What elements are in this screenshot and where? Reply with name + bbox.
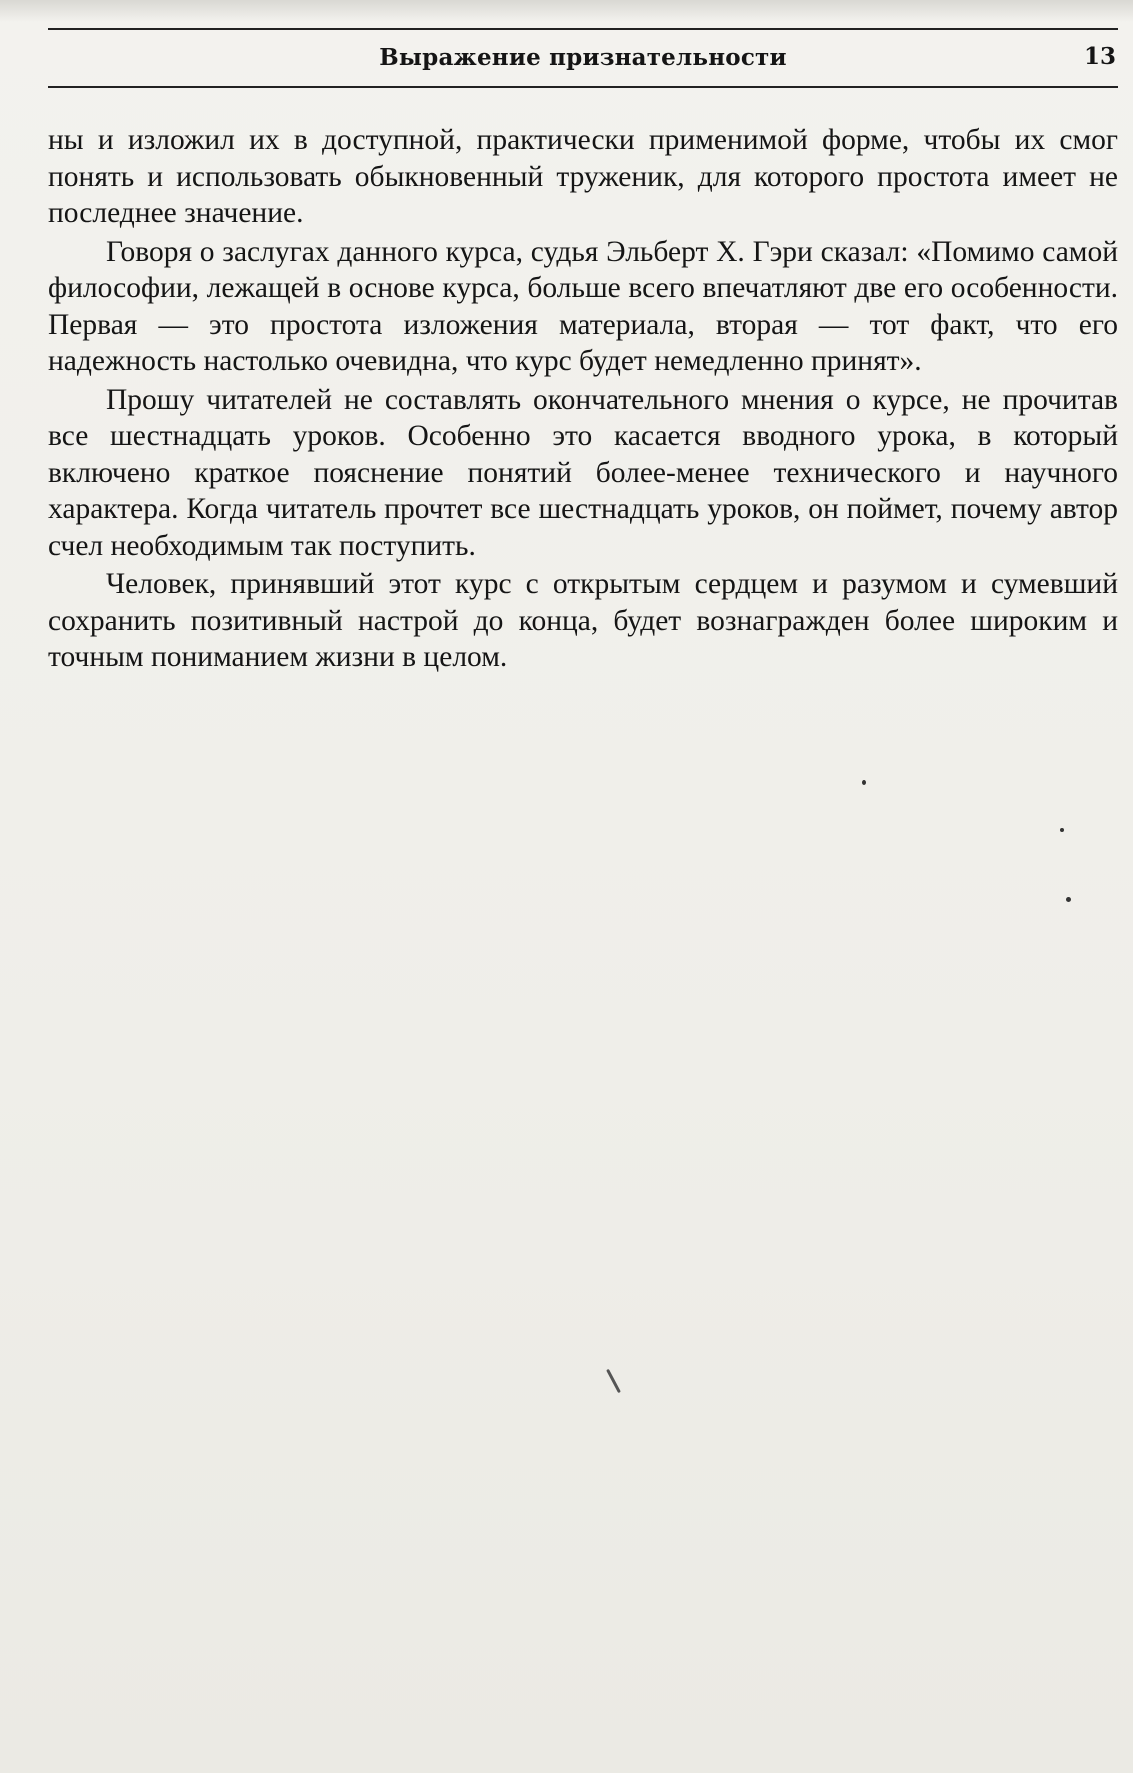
paragraph-reader-request: Прошу читателей не составлять окончательного мнения о курсе, не прочитав все шестнадцать уроков. Особенно это касается вводного урока, в который включено краткое пояснение понятий более-менее технического и научного характера. Когда читатель прочтет все шестнадцать уроков, он поймет, почему автор счел необходимым так поступить. xyxy=(48,383,1118,562)
running-header xyxy=(48,28,1118,88)
reverse-side-bleed-through xyxy=(48,690,1118,1730)
chapter-title: Выражение признательности xyxy=(379,44,787,71)
paragraph-continuation: ны и изложил их в доступной, практически применимой форме, чтобы их смог понять и использовать обыкновенный труженик, для которого простота имеет не последнее значение. xyxy=(48,124,1118,229)
main-text xyxy=(48,122,1118,676)
paragraph-reward: Человек, принявший этот курс с открытым сердцем и разумом и сумевший сохранить позитивный настрой до конца, будет вознагражден более широким и точным пониманием жизни в целом. xyxy=(48,568,1118,673)
print-speck xyxy=(862,780,866,785)
print-speck xyxy=(1066,897,1071,902)
page-number: 13 xyxy=(1083,43,1116,70)
page-edge-shadow xyxy=(0,0,1133,22)
paragraph-gary-quote: Говоря о заслугах данного курса, судья Эльберт Х. Гэри сказал: «Помимо самой философии, лежащей в основе курса, больше всего впечатляют две его особенности. Первая — это простота изложения материала, вторая — тот факт, что его надежность настолько очевидна, что курс будет немедленно принят». xyxy=(48,235,1118,377)
print-speck xyxy=(1060,828,1064,832)
